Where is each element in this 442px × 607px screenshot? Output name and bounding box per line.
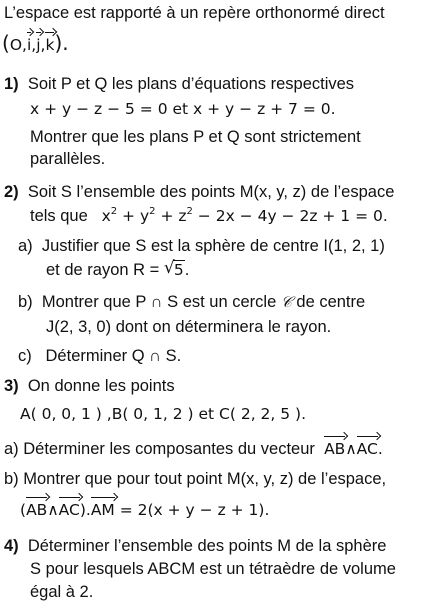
vector-ab-2: AB [26, 501, 48, 519]
q3a: a) Déterminer les composantes du vecteur AB∧AC. [4, 440, 383, 458]
q3b: b) Montrer que pour tout point M(x, y, z) de l’espace, [4, 470, 387, 488]
q3-points: A( 0, 0, 1 ) ,B( 0, 1, 2 ) et C( 2, 2, 5 ). [20, 405, 307, 423]
q2c: c) Déterminer Q ∩ S. [18, 347, 182, 365]
question-2: 2) Soit S l’ensemble des points M(x, y, z) de l’espace [4, 183, 395, 201]
q1-show-line2: parallèles. [30, 150, 106, 168]
q2a: a) Justifier que S est la sphère de centre I(1, 2, 1) [18, 237, 385, 255]
frame-notation: (O,i,j,k). [2, 31, 69, 55]
q2-sphere-equation: tels que $x^2 + y^2 + z^2 - 2x - 4y - 2z + 1 = 0$. [30, 206, 388, 225]
vector-i: i [26, 36, 32, 54]
sqrt-symbol: √ 5 [163, 258, 184, 279]
q1-equations: x + y − z − 5 = 0 et x + y − z + 7 = 0. [30, 100, 336, 118]
intro-line: L’espace est rapporté à un repère orthonormé direct [4, 4, 385, 22]
q1-show-line1: Montrer que les plans P et Q sont strictement [30, 128, 361, 146]
vector-j: j [36, 36, 41, 54]
question-4: 4) Déterminer l’ensemble des points M de la sphère [4, 537, 387, 555]
question-3: 3) On donne les points [4, 377, 175, 395]
q3b-equation: (AB∧AC).AM = 2(x + y − z + 1). [20, 501, 270, 519]
question-1: 1) Soit P et Q les plans d’équations respectives [4, 75, 355, 93]
vector-ab: AB [324, 440, 346, 458]
q4-line2: S pour lesquels ABCM est un tétraèdre de volume [30, 560, 396, 578]
q4-line3: égal à 2. [30, 583, 94, 601]
vector-am: AM [90, 501, 115, 519]
vector-ac-2: AC [58, 501, 80, 519]
vector-ac: AC [356, 440, 378, 458]
q2a-radius: et de rayon R = √ 5. [46, 258, 190, 279]
q2b: b) Montrer que P ∩ S est un cercle 𝒞 de centre [18, 293, 366, 311]
q2b-line2: J(2, 3, 0) dont on déterminera le rayon. [46, 318, 332, 336]
vector-k: k [45, 36, 55, 54]
